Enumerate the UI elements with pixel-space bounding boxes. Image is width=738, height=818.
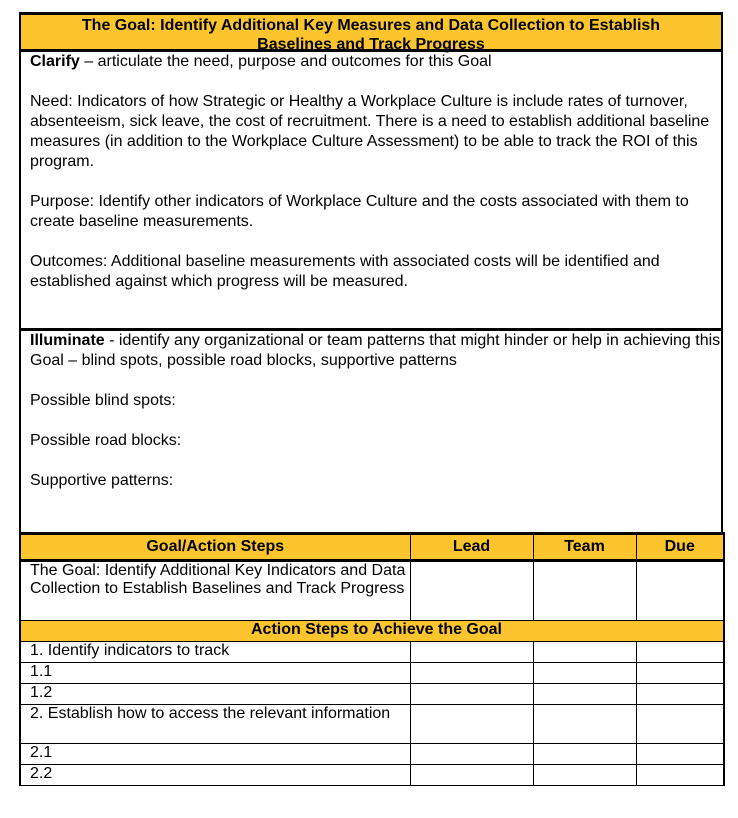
possible-blind-spots: Possible blind spots: bbox=[30, 392, 176, 409]
step-1-2-due bbox=[636, 684, 724, 705]
header-goal-action-steps: Goal/Action Steps bbox=[20, 534, 410, 561]
goal-worksheet bbox=[19, 12, 723, 786]
clarify-need: Need: Indicators of how Strategic or Healthy a Workplace Culture is include rates of turnover, absenteeism, sick leave, the cost of recruitment. There is a need to establish additional baseline measures (in addition to the Workplace Culture Assessment) to be able to track the ROI of this program. bbox=[30, 93, 710, 170]
step-2-team bbox=[533, 705, 636, 744]
goal-row-text: The Goal: Identify Additional Key Indicators and Data Collection to Establish Baselines and Track Progress bbox=[20, 561, 410, 621]
step-1-1: 1.1 bbox=[20, 663, 410, 684]
table-header-row bbox=[20, 534, 724, 561]
step-1-2-lead bbox=[410, 684, 533, 705]
step-2-due bbox=[636, 705, 724, 744]
action-steps-table bbox=[19, 532, 725, 786]
step-2-2-team bbox=[533, 765, 636, 786]
step-1: 1. Identify indicators to track bbox=[20, 642, 410, 663]
illuminate-heading-rest: - identify any organizational or team patterns that might hinder or help in achieving this Goal – blind spots, possible road blocks, supportive patterns bbox=[30, 332, 721, 369]
table-row bbox=[20, 765, 724, 786]
table-row bbox=[20, 663, 724, 684]
step-2-text: 2. Establish how to access the relevant information bbox=[30, 705, 391, 722]
goal-row-team bbox=[533, 561, 636, 621]
header-team: Team bbox=[533, 534, 636, 561]
step-1-2: 1.2 bbox=[20, 684, 410, 705]
action-steps-heading-row bbox=[20, 621, 724, 642]
illuminate-section bbox=[19, 331, 723, 532]
step-2-1: 2.1 bbox=[20, 744, 410, 765]
step-2-1-due bbox=[636, 744, 724, 765]
header-due: Due bbox=[636, 534, 724, 561]
step-1-team bbox=[533, 642, 636, 663]
goal-title-line-2: Baselines and Track Progress bbox=[257, 36, 485, 53]
step-1-1-lead bbox=[410, 663, 533, 684]
clarify-purpose: Purpose: Identify other indicators of Workplace Culture and the costs associated with them to create baseline measurements. bbox=[30, 193, 689, 230]
possible-road-blocks: Possible road blocks: bbox=[30, 432, 182, 449]
step-1-2-team bbox=[533, 684, 636, 705]
goal-row-due bbox=[636, 561, 724, 621]
step-2-1-team bbox=[533, 744, 636, 765]
step-1-due bbox=[636, 642, 724, 663]
step-1-1-due bbox=[636, 663, 724, 684]
action-steps-heading: Action Steps to Achieve the Goal bbox=[20, 621, 724, 642]
goal-row bbox=[20, 561, 724, 621]
clarify-outcomes: Outcomes: Additional baseline measurements with associated costs will be identified and established against which progress will be measured. bbox=[30, 253, 660, 290]
clarify-heading-rest: – articulate the need, purpose and outcomes for this Goal bbox=[79, 53, 492, 70]
step-2-2-lead bbox=[410, 765, 533, 786]
table-row bbox=[20, 642, 724, 663]
step-2-1-lead bbox=[410, 744, 533, 765]
table-row bbox=[20, 684, 724, 705]
table-row bbox=[20, 744, 724, 765]
supportive-patterns: Supportive patterns: bbox=[30, 472, 174, 489]
goal-title-line-1: The Goal: Identify Additional Key Measures and Data Collection to Establish bbox=[81, 17, 661, 34]
clarify-section bbox=[19, 52, 723, 331]
step-2-lead bbox=[410, 705, 533, 744]
illuminate-heading: Illuminate bbox=[30, 332, 105, 349]
step-1-1-team bbox=[533, 663, 636, 684]
clarify-heading: Clarify bbox=[30, 53, 80, 70]
goal-row-lead bbox=[410, 561, 533, 621]
header-lead: Lead bbox=[410, 534, 533, 561]
table-row bbox=[20, 705, 724, 744]
goal-title-banner bbox=[19, 12, 723, 52]
step-1-lead bbox=[410, 642, 533, 663]
step-2-2-due bbox=[636, 765, 724, 786]
step-2 bbox=[20, 705, 410, 744]
step-2-2: 2.2 bbox=[20, 765, 410, 786]
